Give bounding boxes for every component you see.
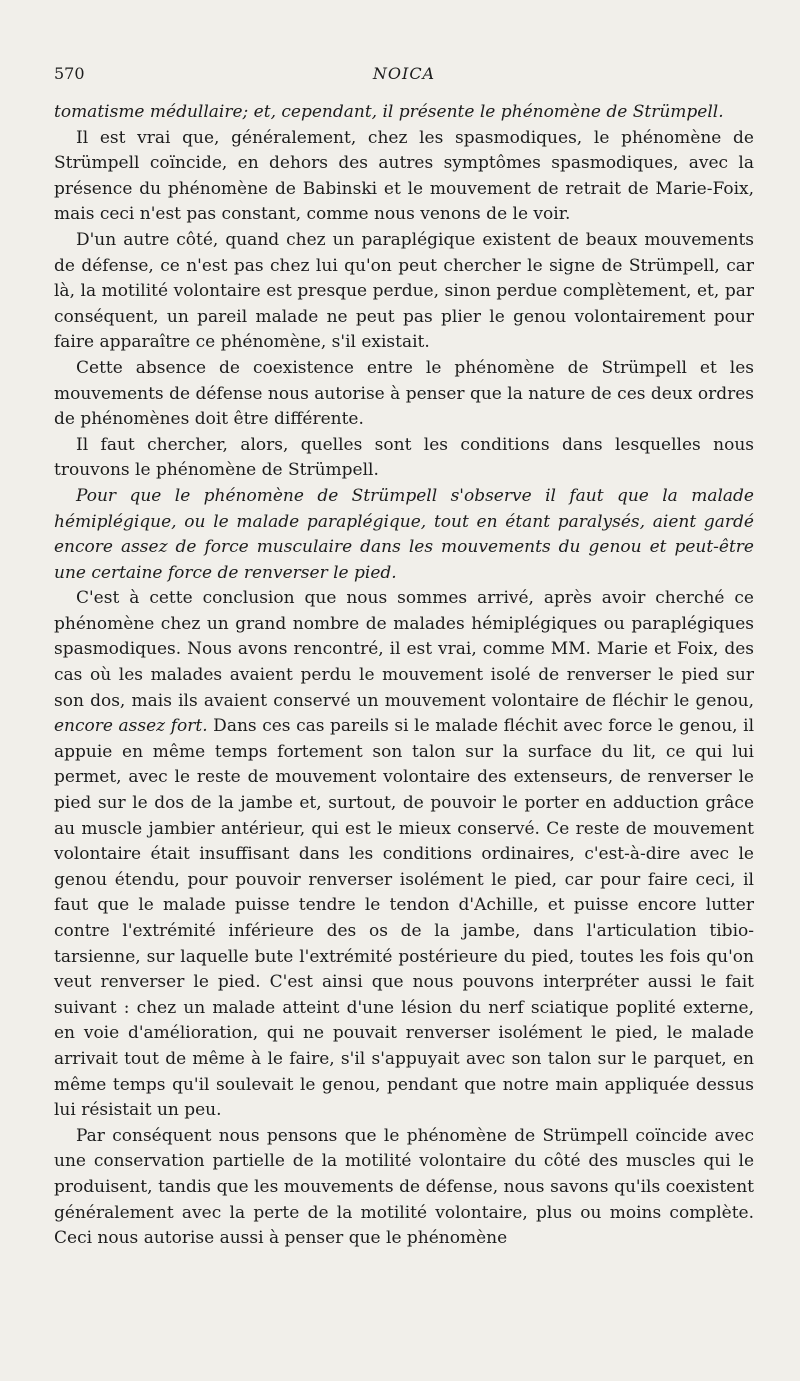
paragraph-4: Cette absence de coexistence entre le phénomène de Strümpell et les mouvements de défense nous autorise à penser que la nature de ces deux ordres de phénomènes doit être différente. <box>54 357 754 430</box>
paragraph-6: Pour que le phénomène de Strümpell s'observe il faut que la malade hémiplégique, ou le malade paraplégique, tout en étant paralysés, aient gardé encore assez de force musculaire dans les mouvements du genou et peut-être une certaine force de renverser le pied. <box>54 485 754 583</box>
paragraph-8: Par conséquent nous pensons que le phénomène de Strümpell coïncide avec une conservation partielle de la motilité volontaire du côté des muscles qui le produisent, tandis que les mouvements de défense, nous savons qu'ils coexistent généralement avec la perte de la motilité volontaire, plus ou moins complète. Ceci nous autorise aussi à penser que le phénomène <box>54 1125 754 1249</box>
paragraph-2: Il est vrai que, généralement, chez les spasmodiques, le phénomène de Strümpell coïncide, en dehors des autres symptômes spasmodiques, avec la présence du phénomène de Babinski et le mouvement de retrait de Marie-Foix, mais ceci n'est pas constant, comme nous venons de le voir. <box>54 127 754 225</box>
paragraph-5: Il faut chercher, alors, quelles sont les conditions dans lesquelles nous trouvons le phénomène de Strümpell. <box>54 434 754 481</box>
paragraph-7 <box>54 586 754 1123</box>
paragraph-3: D'un autre côté, quand chez un paraplégique existent de beaux mouvements de défense, ce n'est pas chez lui qu'on peut chercher le signe de Strümpell, car là, la motilité volontaire est presque perdue, sinon perdue complètement, et, par conséquent, un pareil malade ne peut pas plier le genou volontairement pour faire apparaître ce phénomène, s'il existait. <box>54 229 754 353</box>
paragraph-7-emphasis: encore assez fort. <box>54 716 208 737</box>
running-title: NOICA <box>372 64 436 83</box>
body-text <box>54 100 754 1252</box>
page-number: 570 <box>54 64 85 83</box>
paragraph-7-part-1: C'est à cette conclusion que nous sommes arrivé, après avoir cherché ce phénomène chez un grand nombre de malades hémiplégiques ou paraplégiques spasmodiques. Nous avons rencontré, il est vrai, comme MM. Marie et Foix, des cas où les malades avaient perdu le mouvement isolé de renverser le pied sur son dos, mais ils avaient conservé un mouvement volontaire de fléchir le genou, <box>54 588 754 711</box>
paragraph-1: tomatisme médullaire; et, cependant, il présente le phénomène de Strümpell. <box>54 102 724 122</box>
paragraph-7-part-2: Dans ces cas pareils si le malade fléchit avec force le genou, il appuie en même temps fortement son talon sur la surface du lit, ce qui lui permet, avec le reste de mouvement volontaire des extenseurs, de renverser le pied sur le dos de la jambe et, surtout, de pouvoir le porter en adduction grâce au muscle jambier antérieur, qui est le mieux conservé. Ce reste de mouvement volontaire était insuffisant dans les conditions ordinaires, c'est-à-dire avec le genou étendu, pour pouvoir renverser isolément le pied, car pour faire ceci, il faut que le malade puisse tendre le tendon d'Achille, et puisse encore lutter contre l'extrémité inférieure des os de la jambe, dans l'articulation tibio-tarsienne, sur laquelle bute l'extrémité postérieure du pied, toutes les fois qu'on veut renverser le pied. C'est ainsi que nous pouvons interpréter aussi le fait suivant : chez un malade atteint d'une lésion du nerf sciatique poplité externe, en voie d'amélioration, qui ne pouvait renverser isolément le pied, le malade arrivait tout de même à le faire, s'il s'appuyait avec son talon sur le parquet, en même temps qu'il soulevait le genou, pendant que notre main appliquée dessus lui résistait un peu. <box>54 716 755 1121</box>
page-header <box>54 64 754 88</box>
